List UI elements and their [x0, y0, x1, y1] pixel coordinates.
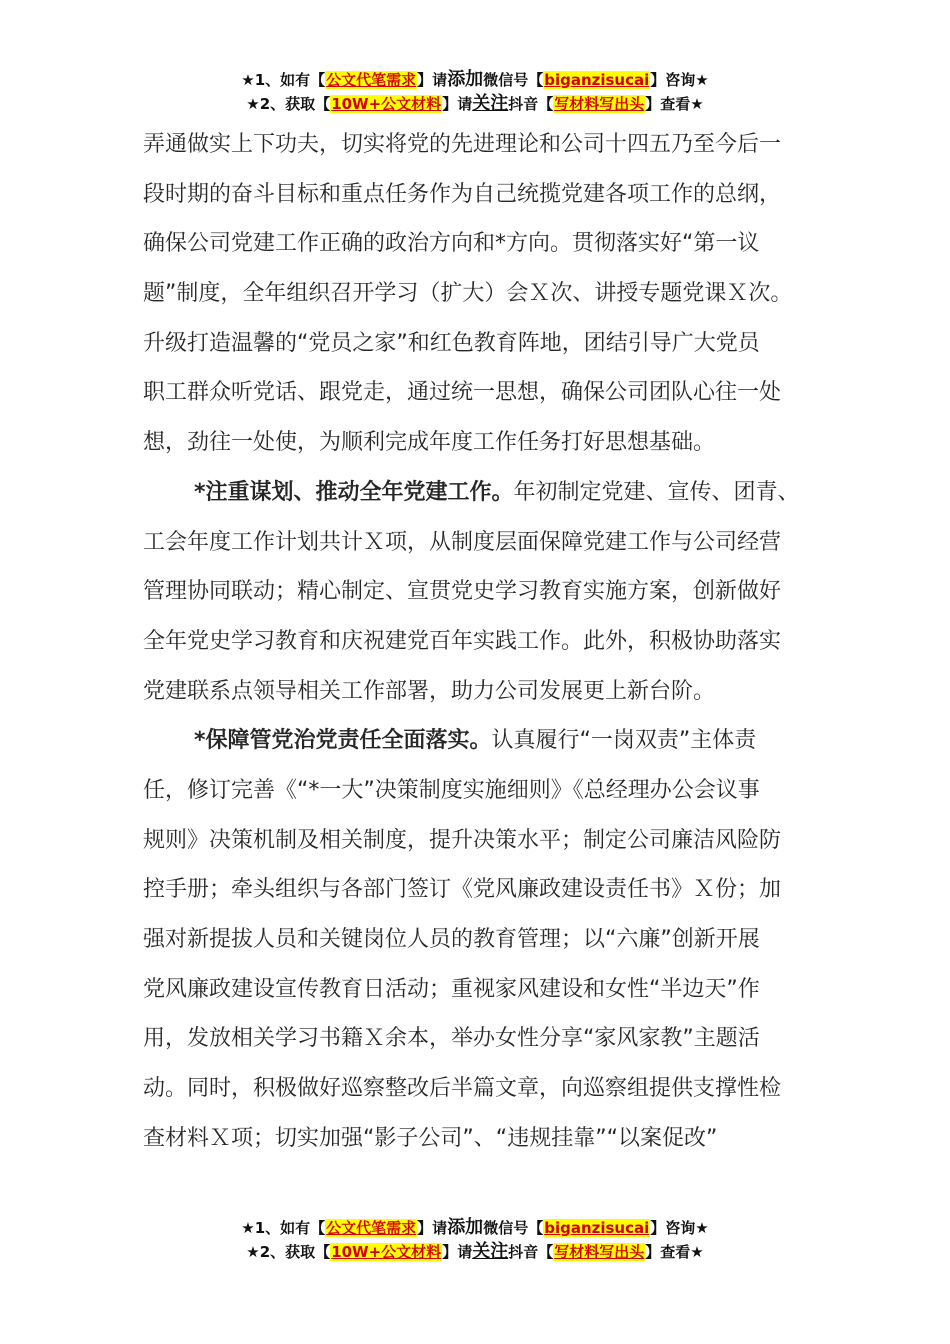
body-line: 职工群众听党话、跟党走，通过统一思想，确保公司团队心往一处: [143, 380, 782, 406]
banner-highlight: 10W+公文材料: [331, 95, 442, 113]
banner-text: 】请: [417, 1219, 448, 1237]
banner-highlight: 写材料写出头: [554, 95, 645, 113]
body-line: 段时期的奋斗目标和重点任务作为自己统揽党建各项工作的总纲，: [143, 181, 782, 207]
paragraph-heading: *注重谋划、推动全年党建工作。: [194, 479, 514, 505]
banner-line-1: [0, 68, 950, 92]
body-line: 题”制度，全年组织召开学习（扩大）会Ｘ次、讲授专题党课Ｘ次。: [143, 281, 793, 307]
banner-emphasis: 添加: [447, 69, 484, 90]
banner-text: ★2、获取【: [246, 1243, 331, 1261]
banner-line-2: [0, 1240, 950, 1264]
banner-text: ★1、如有【: [241, 71, 326, 89]
body-line: 想，劲往一处使，为顺利完成年度工作任务打好思想基础。: [143, 430, 716, 456]
body-line: 规则》决策机制及相关制度，提升决策水平；制定公司廉洁风险防: [143, 827, 782, 853]
banner-emphasis: 添加: [447, 1217, 484, 1238]
body-text: 年初制定党建、宣传、团青、: [513, 479, 800, 505]
banner-text: 抖音【: [508, 95, 554, 113]
footer-banner: [0, 1216, 950, 1264]
banner-text: 】咨询★: [650, 71, 709, 89]
banner-text: 】请: [442, 95, 473, 113]
body-line: 查材料Ｘ项；切实加强“影子公司”、“违规挂靠”“以案促改”: [143, 1125, 718, 1151]
banner-text: 抖音【: [508, 1243, 554, 1261]
banner-emphasis: 关注: [472, 93, 509, 114]
body-line: 确保公司党建工作正确的政治方向和*方向。贯彻落实好“第一议: [143, 231, 760, 257]
paragraph-heading: *保障管党治党责任全面落实。: [194, 728, 492, 754]
body-line: 用，发放相关学习书籍Ｘ余本，举办女性分享“家风家教”主题活: [143, 1026, 760, 1052]
banner-text: 】查看★: [645, 95, 704, 113]
banner-highlight: 公文代笔需求: [326, 1219, 417, 1237]
banner-text: 微信号【: [483, 1219, 544, 1237]
paragraph-3-first-line: [143, 716, 808, 766]
body-line: 管理协同联动；精心制定、宣贯党史学习教育实施方案，创新做好: [143, 579, 782, 605]
banner-highlight: 公文代笔需求: [326, 71, 417, 89]
body-line: 升级打造温馨的“党员之家”和红色教育阵地，团结引导广大党员: [143, 330, 760, 356]
banner-text: ★2、获取【: [246, 95, 331, 113]
banner-text: 】咨询★: [650, 1219, 709, 1237]
header-banner: [0, 68, 950, 116]
banner-text: 微信号【: [483, 71, 544, 89]
body-line: 工会年度工作计划共计Ｘ项，从制度层面保障党建工作与公司经营: [143, 529, 782, 555]
body-line: 全年党史学习教育和庆祝建党百年实践工作。此外，积极协助落实: [143, 628, 782, 654]
body-line: 党建联系点领导相关工作部署，助力公司发展更上新台阶。: [143, 678, 716, 704]
banner-highlight: 写材料写出头: [554, 1243, 645, 1261]
banner-highlight: 10W+公文材料: [331, 1243, 442, 1261]
banner-emphasis: 关注: [472, 1241, 509, 1262]
body-line: 动。同时，积极做好巡察整改后半篇文章，向巡察组提供支撑性检: [143, 1076, 782, 1102]
banner-text: ★1、如有【: [241, 1219, 326, 1237]
body-line: 弄通做实上下功夫，切实将党的先进理论和公司十四五乃至今后一: [143, 132, 782, 157]
document-body: [143, 120, 808, 1163]
body-line: 党风廉政建设宣传教育日活动；重视家风建设和女性“半边天”作: [143, 976, 760, 1002]
body-text: 认真履行“一岗双责”主体责: [491, 728, 757, 754]
banner-line-2: [0, 92, 950, 116]
banner-line-1: [0, 1216, 950, 1240]
body-line: 任，修订完善《“*一大”决策制度实施细则》《总经理办公会议事: [143, 777, 760, 803]
banner-text: 】查看★: [645, 1243, 704, 1261]
banner-text: 】请: [442, 1243, 473, 1261]
banner-text: 】请: [417, 71, 448, 89]
banner-highlight: biganzisucai: [544, 71, 650, 89]
body-line: 强对新提拔人员和关键岗位人员的教育管理；以“六廉”创新开展: [143, 927, 760, 952]
body-line: 控手册；牵头组织与各部门签订《党风廉政建设责任书》Ｘ份；加: [143, 877, 782, 903]
paragraph-2-first-line: [143, 468, 808, 518]
banner-highlight: biganzisucai: [544, 1219, 650, 1237]
